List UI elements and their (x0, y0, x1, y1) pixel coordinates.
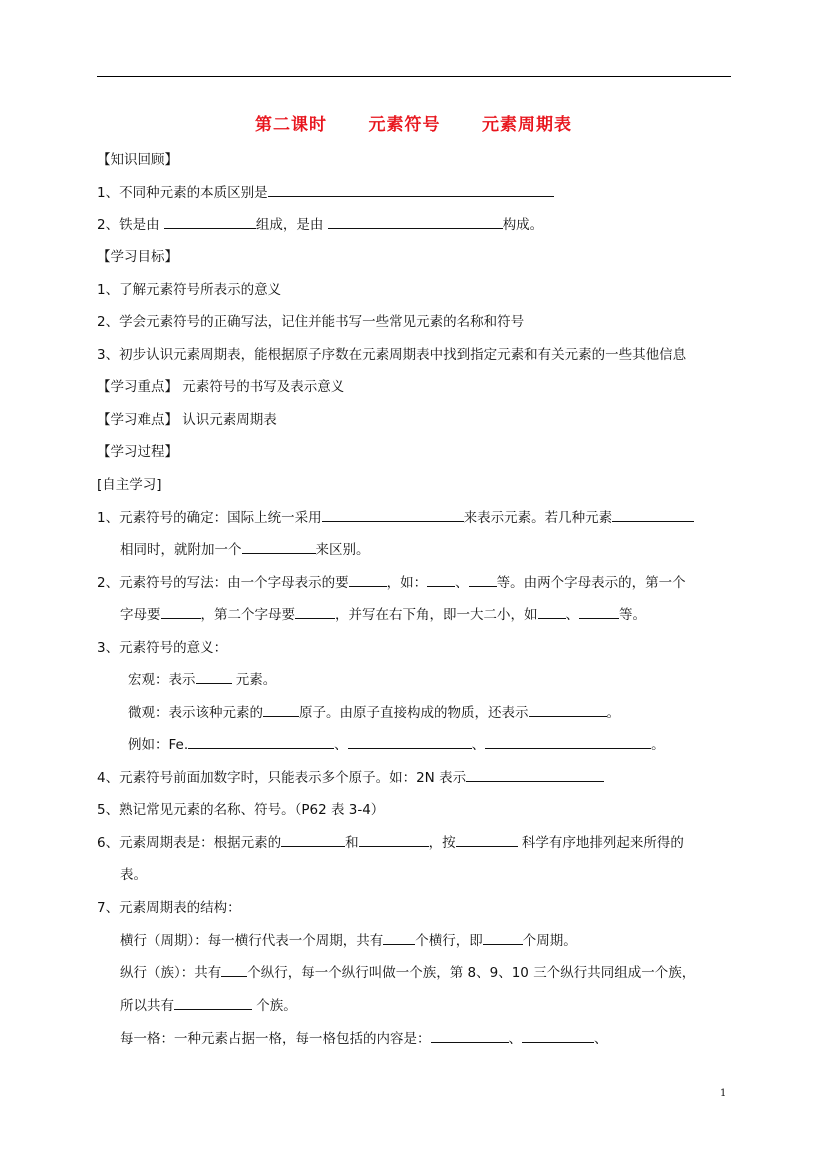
answer-blank[interactable] (538, 605, 566, 619)
answer-blank[interactable] (383, 931, 415, 945)
review-question-1: 1、不同种元素的本质区别是 (97, 183, 554, 203)
answer-blank[interactable] (164, 215, 256, 229)
self-study-label: [自主学习] (97, 477, 162, 493)
example-line: 例如：Fe. 、 、 。 (128, 737, 665, 753)
answer-blank[interactable] (268, 183, 554, 197)
answer-blank[interactable] (328, 215, 503, 229)
item-5: 5、熟记常见元素的名称、符号。（P62 表 3-4） (97, 802, 385, 818)
header-rule (97, 76, 731, 77)
answer-blank[interactable] (174, 996, 252, 1010)
item-1-line-2: 相同时，就附加一个 来区别。 (120, 542, 370, 558)
answer-blank[interactable] (456, 833, 518, 847)
answer-blank[interactable] (522, 1029, 594, 1043)
answer-blank[interactable] (469, 573, 497, 587)
review-heading: 【知识回顾】 (97, 152, 178, 168)
process-heading: 【学习过程】 (97, 444, 178, 460)
goals-heading: 【学习目标】 (97, 249, 178, 265)
macro-meaning: 宏观：表示 元素。 (128, 672, 277, 688)
answer-blank[interactable] (529, 703, 607, 717)
answer-blank[interactable] (161, 605, 201, 619)
goal-1: 1、了解元素符号所表示的意义 (97, 282, 282, 298)
answer-blank[interactable] (263, 703, 299, 717)
answer-blank[interactable] (579, 605, 619, 619)
item-3: 3、元素符号的意义： (97, 640, 228, 656)
review-question-2: 2、铁是由 组成，是由 构成。 (97, 217, 544, 233)
item-7: 7、元素周期表的结构： (97, 900, 241, 916)
difficulty: 【学习难点】 认识元素周期表 (97, 412, 277, 428)
item-6-line-2: 表。 (120, 867, 147, 883)
periods-line: 横行（周期）：每一横行代表一个周期，共有 个横行，即 个周期。 (120, 933, 577, 949)
groups-line-2: 所以共有 个族。 (120, 998, 297, 1014)
answer-blank[interactable] (612, 508, 694, 522)
answer-blank[interactable] (466, 768, 604, 782)
item-1-line-1: 1、元素符号的确定：国际上统一采用 来表示元素。若几种元素 (97, 508, 694, 528)
answer-blank[interactable] (281, 833, 345, 847)
answer-blank[interactable] (242, 540, 316, 554)
item-4: 4、元素符号前面加数字时，只能表示多个原子。如：2N 表示 (97, 768, 604, 788)
item-2-line-2: 字母要 ，第二个字母要 ，并写在右下角，即一大二小，如 、 等。 (120, 607, 646, 623)
answer-blank[interactable] (221, 963, 247, 977)
answer-blank[interactable] (348, 735, 472, 749)
page-number: 1 (720, 1088, 727, 1099)
answer-blank[interactable] (427, 573, 455, 587)
goal-2: 2、学会元素符号的正确写法，记住并能书写一些常见元素的名称和符号 (97, 314, 525, 330)
groups-line-1: 纵行（族）：共有 个纵行，每一个纵行叫做一个族，第 8、9、10 三个纵行共同组成一个族， (120, 965, 696, 981)
answer-blank[interactable] (431, 1029, 509, 1043)
answer-blank[interactable] (359, 833, 429, 847)
key-point: 【学习重点】 元素符号的书写及表示意义 (97, 379, 345, 395)
answer-blank[interactable] (188, 735, 334, 749)
answer-blank[interactable] (349, 573, 387, 587)
answer-blank[interactable] (295, 605, 335, 619)
answer-blank[interactable] (485, 735, 651, 749)
item-2-line-1: 2、元素符号的写法：由一个字母表示的要 ，如： 、 等。由两个字母表示的，第一个 (97, 575, 686, 591)
cell-content-line: 每一格：一种元素占据一格，每一格包括的内容是： 、 、 (120, 1031, 608, 1047)
page-title: 第二课时 元素符号 元素周期表 (254, 115, 573, 135)
answer-blank[interactable] (196, 670, 232, 684)
answer-blank[interactable] (483, 931, 523, 945)
answer-blank[interactable] (322, 508, 464, 522)
micro-meaning: 微观：表示该种元素的 原子。由原子直接构成的物质，还表示 。 (128, 705, 620, 721)
item-6-line-1: 6、元素周期表是：根据元素的 和 ，按 科学有序地排列起来所得的 (97, 835, 684, 851)
goal-3: 3、初步认识元素周期表，能根据原子序数在元素周期表中找到指定元素和有关元素的一些其他信息 (97, 347, 687, 363)
